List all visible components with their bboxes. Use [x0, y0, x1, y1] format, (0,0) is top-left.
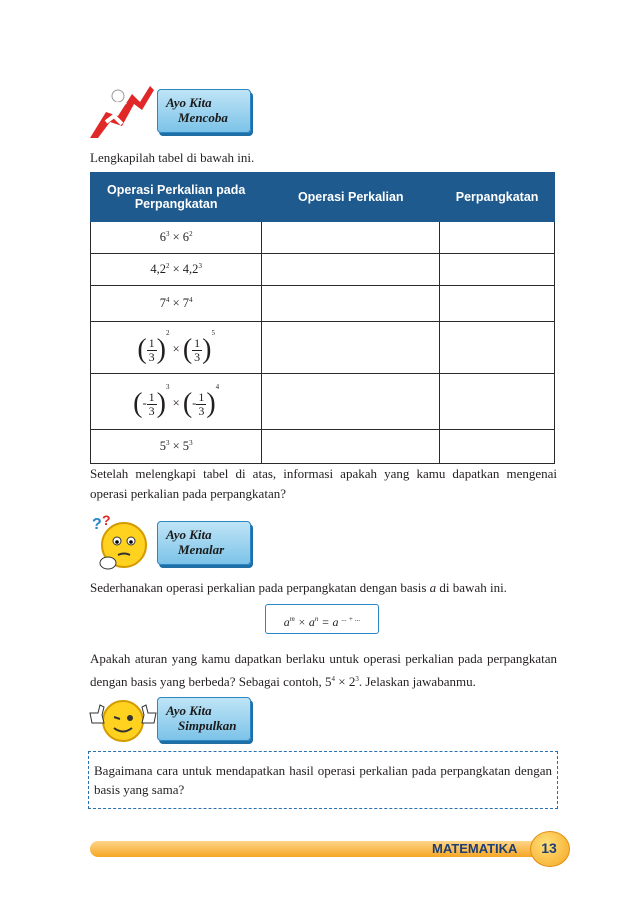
running-figure-icon: [88, 82, 158, 140]
expression-cell: (- $\frac{1}{3}$ )$^3$ × (- $\frac{1}{3}$ )$^4$: [91, 374, 262, 430]
footer-subject: MATEMATIKA: [432, 841, 518, 856]
answer-cell[interactable]: [262, 254, 440, 286]
header-perpangkatan: Perpangkatan: [440, 173, 555, 222]
expression-cell: $6^3 \times 6^2$: [91, 222, 262, 254]
expression-cell: $7^4 \times 7^4$: [91, 286, 262, 322]
exercise-table: [90, 172, 555, 464]
header-operasi-perkalian: Operasi Perkalian: [262, 173, 440, 222]
formula-box: $a^m \times a^n = a$ ... + ...: [265, 604, 379, 634]
table-row: [91, 430, 555, 464]
question-text: Apakah aturan yang kamu dapatkan berlaku untuk operasi perkalian pada perpangkatan dengan basis yang berbeda? Sebagai contoh, $5^4 \times 2^3$. Jelaskan jawabanmu.: [90, 651, 557, 689]
expression-cell: ( $\frac{1}{3}$ )$^2$ × ( $\frac{1}{3}$ )$^5$: [91, 322, 262, 374]
svg-text:?: ?: [102, 513, 111, 528]
badge-ayo-kita-menalar: Ayo Kita Menalar: [157, 521, 251, 565]
answer-cell[interactable]: [440, 254, 555, 286]
intro-text: Lengkapilah tabel di bawah ini.: [90, 150, 255, 165]
answer-cell[interactable]: [262, 430, 440, 464]
answer-cell[interactable]: [262, 222, 440, 254]
answer-cell[interactable]: [440, 374, 555, 430]
expression-cell: $5^3 \times 5^3$: [91, 430, 262, 464]
table-row: [91, 322, 555, 374]
badge-ayo-kita-mencoba: Ayo Kita Mencoba: [157, 89, 251, 133]
answer-cell[interactable]: [440, 430, 555, 464]
conclusion-text: Bagaimana cara untuk mendapatkan hasil operasi perkalian pada perpangkatan dengan basis yang sama?: [94, 763, 552, 797]
badge-ayo-kita-simpulkan: Ayo Kita Simpulkan: [157, 697, 251, 741]
after-table-text: Setelah melengkapi tabel di atas, informasi apakah yang kamu dapatkan mengenai operasi perkalian pada perpangkatan?: [90, 466, 557, 501]
thumbs-up-emoji-icon: [88, 695, 158, 745]
table-row: [91, 222, 555, 254]
answer-cell[interactable]: [262, 322, 440, 374]
answer-cell[interactable]: [440, 286, 555, 322]
svg-text:?: ?: [92, 516, 102, 533]
answer-cell[interactable]: [262, 286, 440, 322]
expression-cell: $4,2^2 \times 4,2^3$: [91, 254, 262, 286]
answer-cell[interactable]: [262, 374, 440, 430]
page-number: 13: [541, 840, 557, 856]
table-row: [91, 286, 555, 322]
menalar-text: Sederhanakan operasi perkalian pada perpangkatan dengan basis a di bawah ini.: [90, 580, 507, 595]
answer-cell[interactable]: [440, 222, 555, 254]
header-operasi-perpangkatan: Operasi Perkalian pada Perpangkatan: [91, 173, 262, 222]
answer-cell[interactable]: [440, 322, 555, 374]
table-row: [91, 374, 555, 430]
conclusion-box: [88, 751, 558, 809]
thinking-emoji-icon: [88, 513, 154, 571]
table-row: [91, 254, 555, 286]
table-header-row: [91, 173, 555, 222]
